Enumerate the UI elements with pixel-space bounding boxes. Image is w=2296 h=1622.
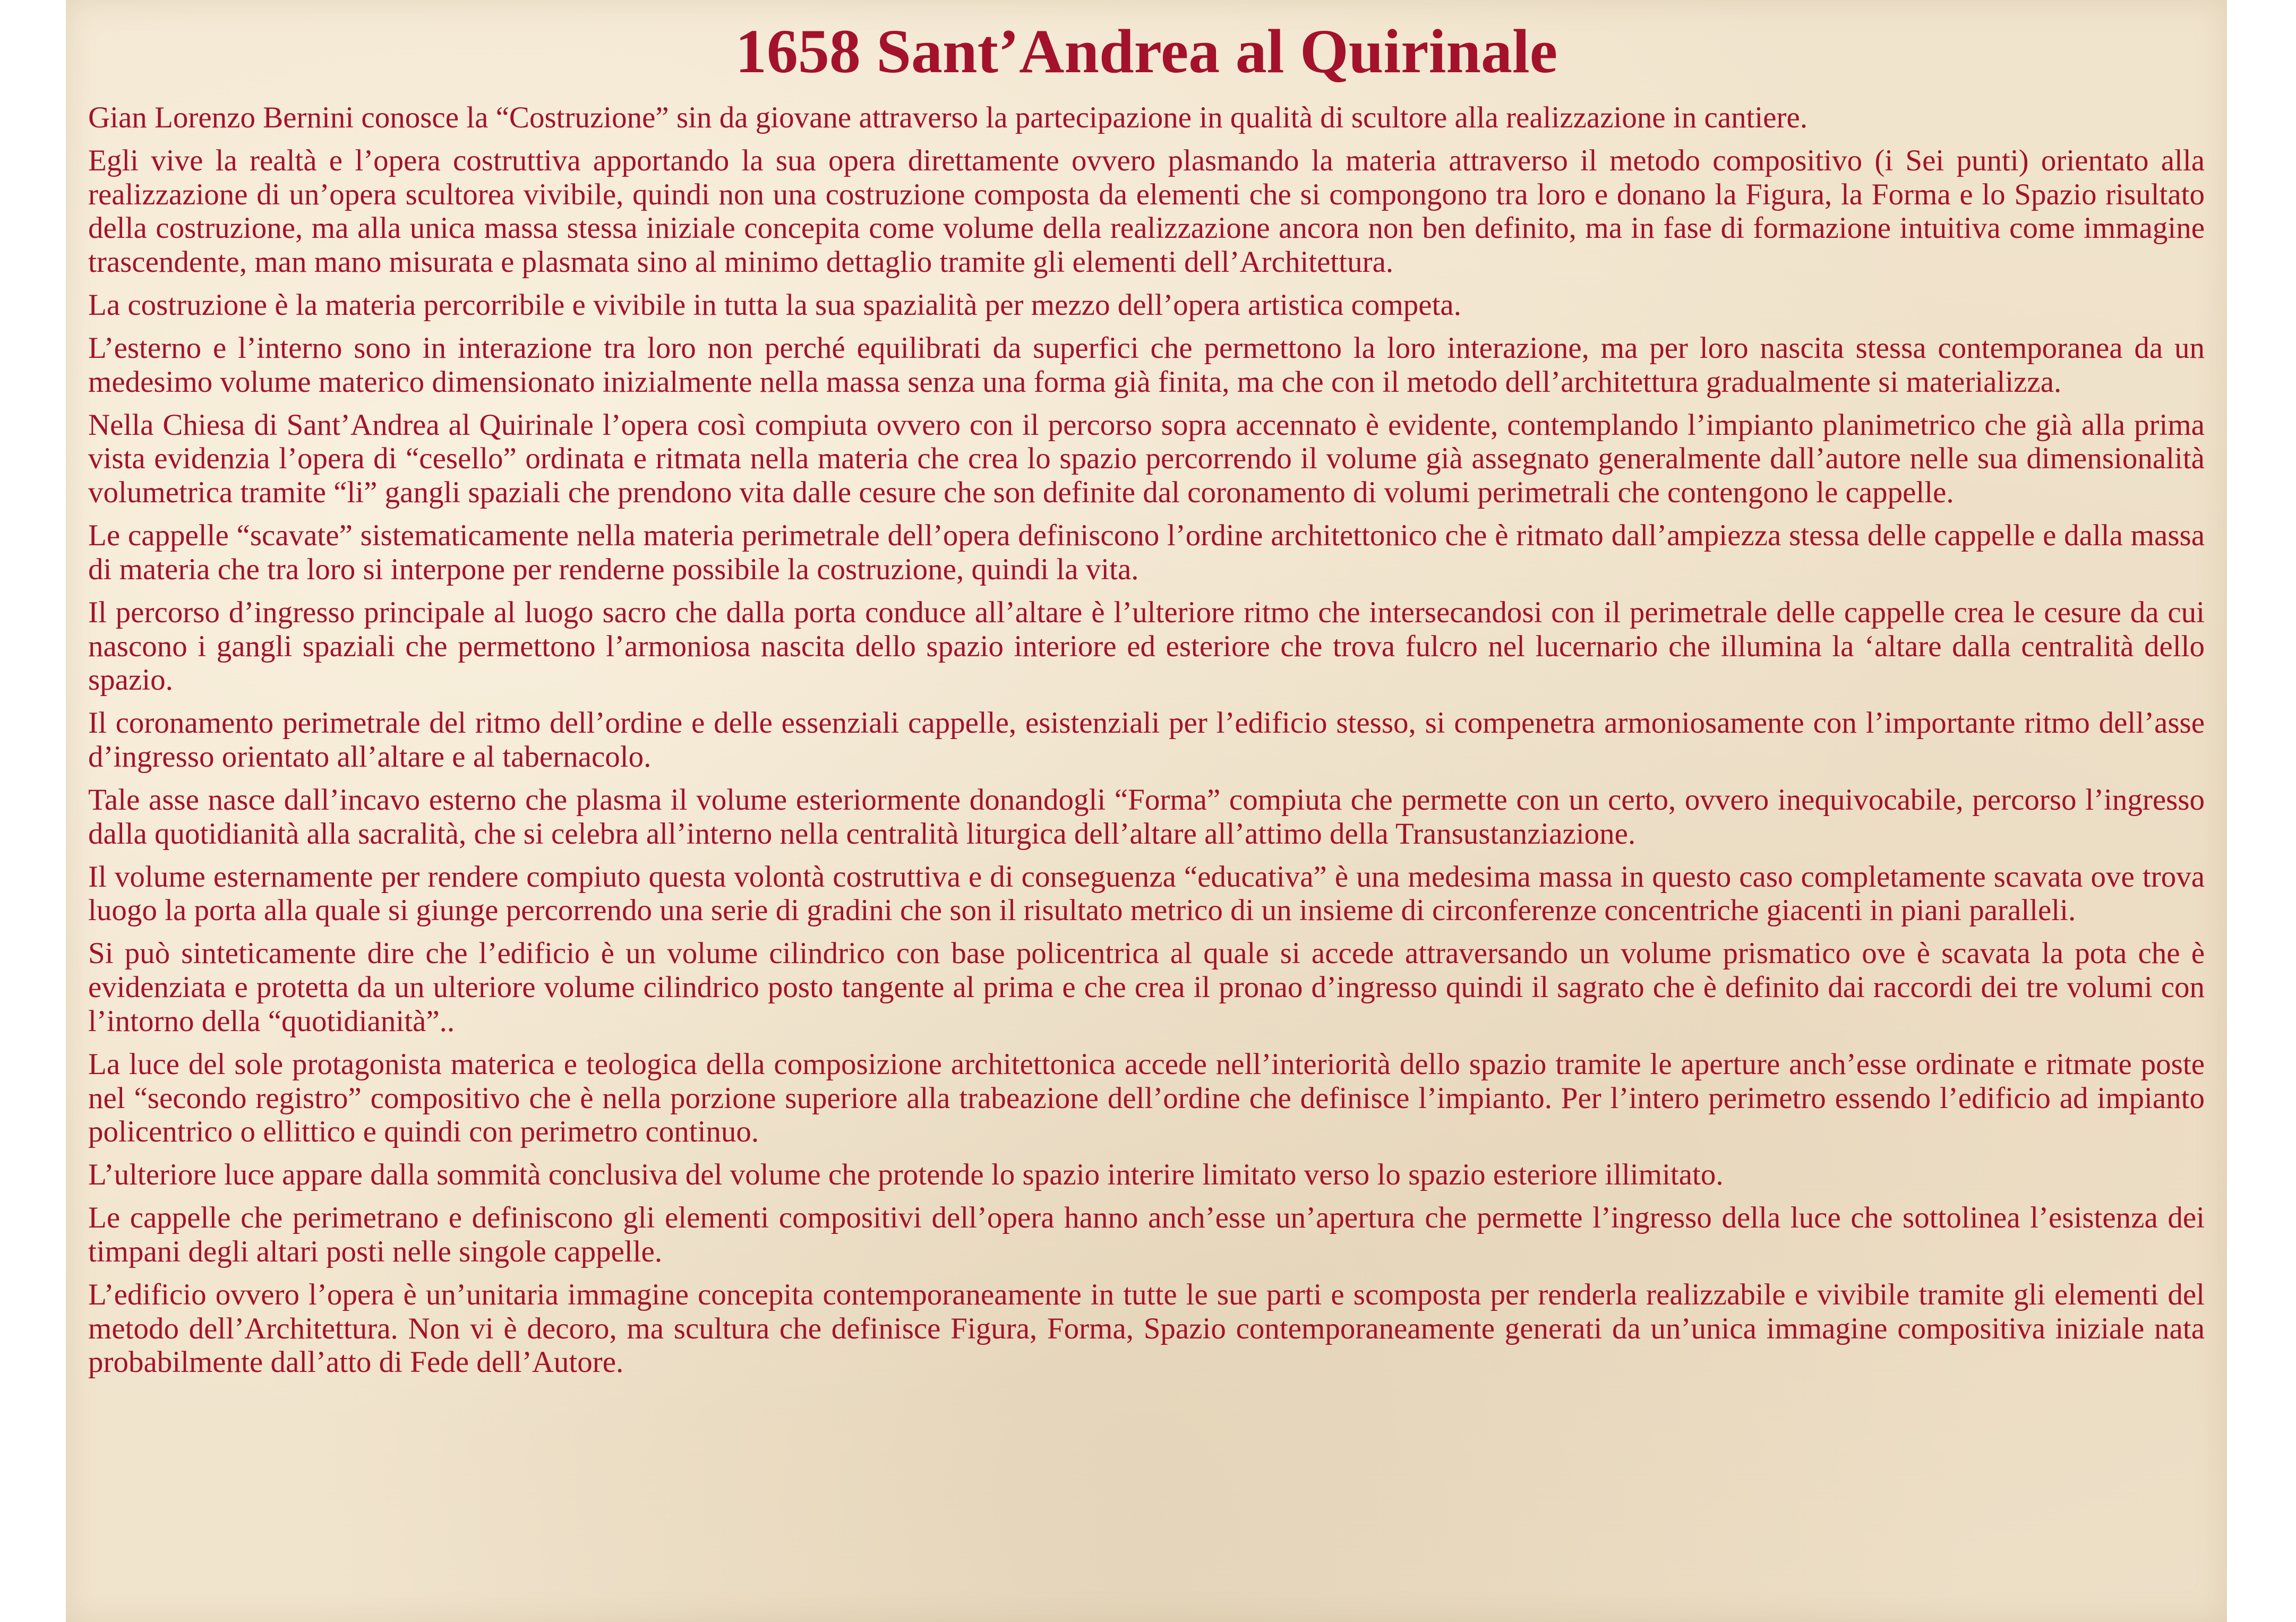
paragraph: Il coronamento perimetrale del ritmo dell’ordine e delle essenziali cappelle, esistenziali per l’edificio stesso, si compenetra armoniosamente con l’importante ritmo dell’asse d’ingresso orientato all’altare e al tabernacolo.: [88, 706, 2205, 774]
paragraph: Il percorso d’ingresso principale al luogo sacro che dalla porta conduce all’altare è l’ulteriore ritmo che intersecandosi con il perimetrale delle cappelle crea le cesure da cui nascono i gangli spaziali che permettono l’armoniosa nascita dello spazio interiore ed esteriore che trova fulcro nel lucernario che illumina la ‘altare dalla centralità dello spazio.: [88, 595, 2205, 697]
paragraph: La costruzione è la materia percorribile e vivibile in tutta la sua spazialità per mezzo dell’opera artistica competa.: [88, 288, 1461, 322]
paragraph: Si può sinteticamente dire che l’edificio è un volume cilindrico con base policentrica al quale si accede attraversando un volume prismatico ove è scavata la pota che è evidenziata e protetta da un ulteriore volume cilindrico posto tangente al prima e che crea il pronao d’ingresso quindi il sagrato che è definito dai raccordi dei tre volumi con l’intorno della “quotidianità”..: [88, 937, 2205, 1038]
paragraph: Nella Chiesa di Sant’Andrea al Quirinale l’opera così compiuta ovvero con il percorso sopra accennato è evidente, contemplando l’impianto planimetrico che già alla prima vista evidenzia l’opera di “cesello” ordinata e ritmata nella materia che crea lo spazio percorrendo il volume già assegnato generalmente dall’autore nelle sua dimensionalità volumetrica tramite “li” gangli spaziali che prendono vita dalle cesure che son definite dal coronamento di volumi perimetrali che contengono le cappelle.: [88, 408, 2205, 510]
paragraph: La luce del sole protagonista materica e teologica della composizione architettonica accede nell’interiorità dello spazio tramite le aperture anch’esse ordinate e ritmate poste nel “secondo registro” compositivo che è nella porzione superiore alla trabeazione dell’ordine che definisce l’impianto. Per l’intero perimetro essendo l’edificio ad impianto policentrico o ellittico e quindi con perimetro continuo.: [88, 1047, 2205, 1149]
paragraph: Il volume esternamente per rendere compiuto questa volontà costruttiva e di conseguenza “educativa” è una medesima massa in questo caso completamente scavata ove trova luogo la porta alla quale si giunge percorrendo una serie di gradini che son il risultato metrico di un insieme di circonferenze concentriche giacenti in piani paralleli.: [88, 860, 2205, 928]
paragraph: L’esterno e l’interno sono in interazione tra loro non perché equilibrati da superfici che permettono la loro interazione, ma per loro nascita stessa contemporanea da un medesimo volume materico dimensionato inizialmente nella massa senza una forma già finita, ma che con il metodo dell’architettura gradualmente si materializza.: [88, 331, 2205, 399]
paragraph: L’ulteriore luce appare dalla sommità conclusiva del volume che protende lo spazio interire limitato verso lo spazio esteriore illimitato.: [88, 1158, 1724, 1192]
paragraph: Tale asse nasce dall’incavo esterno che plasma il volume esteriormente donandogli “Forma” compiuta che permette con un certo, ovvero inequivocabile, percorso l’ingresso dalla quotidianità alla sacralità, che si celebra all’interno nella centralità liturgica dell’altare all’attimo della Transustanziazione.: [88, 783, 2205, 851]
document-page: [66, 0, 2227, 1622]
page-title: 1658 Sant’Andrea al Quirinale: [735, 16, 1558, 86]
paragraph: Le cappelle “scavate” sistematicamente nella materia perimetrale dell’opera definiscono l’ordine architettonico che è ritmato dall’ampiezza stessa delle cappelle e dalla massa di materia che tra loro si interpone per renderne possibile la costruzione, quindi la vita.: [88, 519, 2205, 586]
paragraph: Le cappelle che perimetrano e definiscono gli elementi compositivi dell’opera hanno anch’esse un’apertura che permette l’ingresso della luce che sottolinea l’esistenza dei timpani degli altari posti nelle singole cappelle.: [88, 1201, 2205, 1268]
body-text: [88, 101, 2205, 1388]
paragraph: L’edificio ovvero l’opera è un’unitaria immagine concepita contemporaneamente in tutte le sue parti e scomposta per renderla realizzabile e vivibile tramite gli elementi del metodo dell’Architettura. Non vi è decoro, ma scultura che definisce Figura, Forma, Spazio contemporaneamente generati da un’unica immagine compositiva iniziale nata probabilmente dall’atto di Fede dell’Autore.: [88, 1277, 2205, 1379]
paragraph: Gian Lorenzo Bernini conosce la “Costruzione” sin da giovane attraverso la partecipazione in qualità di scultore alla realizzazione in cantiere.: [88, 101, 1808, 134]
paragraph: Egli vive la realtà e l’opera costruttiva apportando la sua opera direttamente ovvero plasmando la materia attraverso il metodo compositivo (i Sei punti) orientato alla realizzazione di un’opera scultorea vivibile, quindi non una costruzione composta da elementi che si compongono tra loro e donano la Figura, la Forma e lo Spazio risultato della costruzione, ma alla unica massa stessa iniziale concepita come volume della realizzazione ancora non ben definito, ma in fase di formazione intuitiva come immagine trascendente, man mano misurata e plasmata sino al minimo dettaglio tramite gli elementi dell’Architettura.: [88, 143, 2205, 279]
